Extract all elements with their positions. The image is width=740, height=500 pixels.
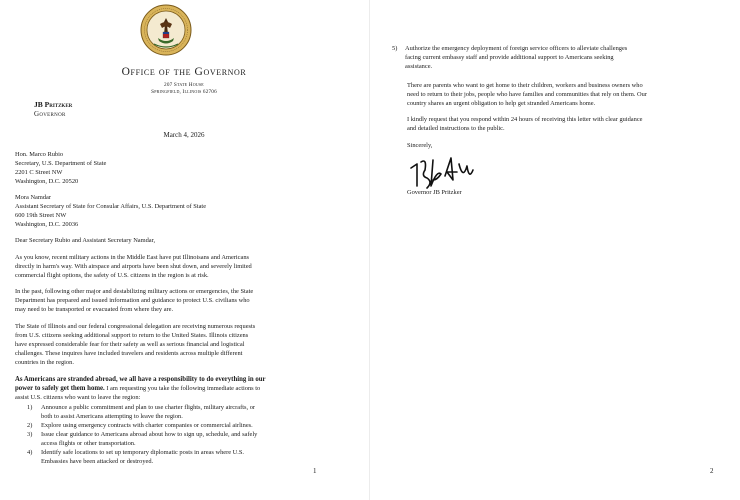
office-title: Office of the Governor — [121, 66, 247, 78]
salutation: Dear Secretary Rubio and Assistant Secretary Namdar, — [15, 237, 156, 244]
paragraph-line: from U.S. citizens seeking additional support to return to the United States. Illinois citizens — [15, 332, 249, 339]
list-item-line: Authorize the emergency deployment of foreign service officers to alleviate challenges — [405, 45, 628, 52]
letter-page-1 — [0, 0, 368, 500]
list-number: 5) — [392, 45, 398, 52]
paragraph-line: may need to be transported or evacuated from where they are. — [15, 306, 174, 313]
list-number: 3) — [27, 431, 33, 438]
closing: Sincerely, — [407, 142, 433, 149]
governor-name: JB Pritzker — [34, 100, 73, 109]
address-line: Hon. Marco Rubio — [15, 151, 64, 158]
emphasis-text: power to safely get them home. — [15, 385, 105, 392]
list-item-line: both to assist Americans attempting to leave the region. — [41, 413, 183, 420]
paragraph-line — [15, 384, 348, 393]
paragraph-line: challenges. These inquires have included travelers and residents across multiple different — [15, 350, 243, 357]
paragraph-line: need to return to their jobs, people who have families and communities that rely on them. Our — [407, 91, 647, 98]
paragraph-line: As you know, recent military actions in the Middle East have put Illinoisans and Americans — [15, 254, 250, 261]
list-item-line: Embassies have been attacked or destroyed. — [41, 458, 154, 465]
list-number: 4) — [27, 449, 33, 456]
paragraph-text: I am requesting you take the following immediate actions to — [104, 385, 261, 392]
page-number: 1 — [313, 467, 317, 475]
paragraph-line: In the past, following other major and destabilizing military actions or emergencies, the State — [15, 288, 254, 295]
paragraph-line: assist U.S. citizens who want to leave the region: — [15, 394, 141, 401]
list-item-line: Issue clear guidance to Americans abroad about how to sign up, schedule, and safely — [41, 431, 258, 438]
paragraph-line: have expressed considerable fear for their safety as well as serious financial and logistical — [15, 341, 245, 348]
address-line: Washington, D.C. 20520 — [15, 178, 79, 185]
list-item-line: facing current embassy staff and provide additional support to Americans seeking — [405, 54, 614, 61]
signature-icon — [407, 150, 487, 190]
letter-page-2 — [372, 0, 740, 500]
office-address-line1: 207 State House — [164, 82, 204, 88]
list-item-line: access flights or other transportation. — [41, 440, 136, 447]
list-item-line: Announce a public commitment and plan to use charter flights, military aircrafts, or — [41, 404, 256, 411]
list-number: 2) — [27, 422, 33, 429]
address-line: Secretary, U.S. Department of State — [15, 160, 107, 167]
paragraph-line: country shares an urgent obligation to help get stranded Americans home. — [407, 100, 596, 107]
address-line: 2201 C Street NW — [15, 169, 63, 176]
page-divider — [369, 0, 370, 500]
emphasis-line: As Americans are stranded abroad, we all have a responsibility to do everything in our — [15, 376, 266, 383]
letter-date: March 4, 2026 — [163, 131, 205, 139]
list-item-line: Identify safe locations to set up temporary diplomatic posts in areas where U.S. — [41, 449, 245, 456]
signature-name: Governor JB Pritzker — [407, 189, 462, 196]
address-line: Washington, D.C. 20036 — [15, 221, 79, 228]
paragraph-line: Department has prepared and issued information and guidance to protect U.S. civilians who — [15, 297, 250, 304]
paragraph-line: I kindly request that you respond within 24 hours of receiving this letter with clear guidance — [407, 116, 643, 123]
state-seal-icon — [140, 4, 192, 56]
page-number: 2 — [710, 467, 714, 475]
paragraph-line: commercial flight options, the safety of U.S. citizens in the region is at risk. — [15, 272, 209, 279]
list-item-line: Explore using emergency contracts with charter companies or commercial airlines. — [41, 422, 253, 429]
paragraph-line: countries in the region. — [15, 359, 74, 366]
paragraph-line: The State of Illinois and our federal congressional delegation are receiving numerous requests — [15, 323, 256, 330]
paragraph-line: directly in harm's way. With airspace and airports have been shut down, and severely limited — [15, 263, 252, 270]
address-line: 600 19th Street NW — [15, 212, 67, 219]
address-line: Mora Namdar — [15, 194, 52, 201]
list-number: 1) — [27, 404, 33, 411]
address-line: Assistant Secretary of State for Consular Affairs, U.S. Department of State — [15, 203, 207, 210]
office-address-line2: Springfield, Illinois 62706 — [151, 89, 217, 95]
governor-title: Governor — [34, 110, 66, 118]
paragraph-line: and detailed instructions to the public. — [407, 125, 505, 132]
paragraph-line: There are parents who want to get home to their children, workers and business owners who — [407, 82, 643, 89]
list-item-line: assistance. — [405, 63, 433, 70]
